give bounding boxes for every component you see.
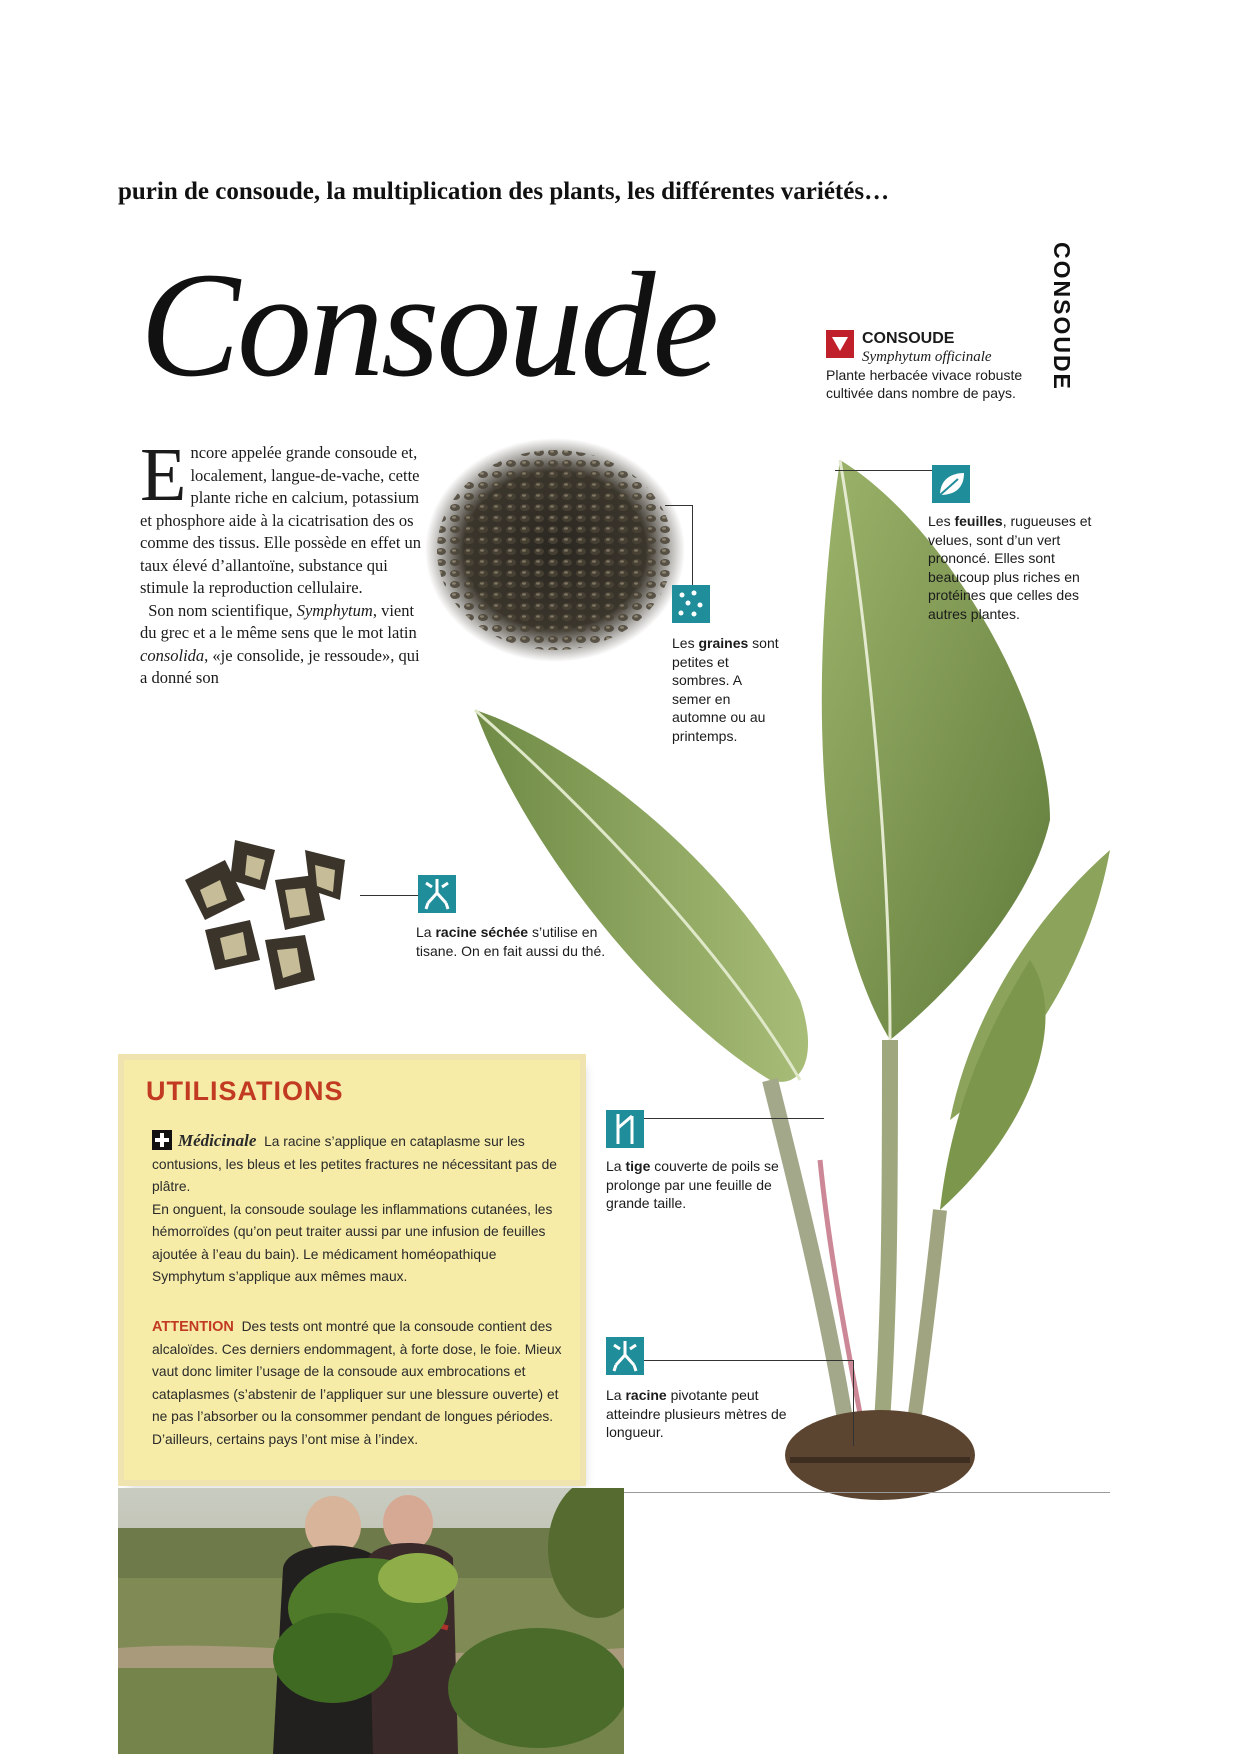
body-paragraph-2a: Son nom scientifique, bbox=[148, 600, 297, 620]
dried-root-callout-bold: racine séchée bbox=[435, 924, 529, 940]
medicinal-text: La racine s’applique en cataplasme sur les contusions, les bleus et les petites fractures ne nécessitant pas de plâtre. bbox=[152, 1134, 557, 1194]
medical-cross-icon bbox=[152, 1130, 172, 1150]
utilisations-title: UTILISATIONS bbox=[146, 1076, 344, 1106]
root-icon bbox=[418, 875, 456, 913]
stem-callout bbox=[606, 1157, 806, 1213]
plant-latin-name: Symphytum officinale bbox=[862, 349, 992, 365]
page-title: Consoude bbox=[140, 242, 716, 408]
attention-text: Des tests ont montré que la consoude contient des alcaloïdes. Ces derniers endommagent, à forte dose, le foie. Mieux vaut donc limiter l’usage de la consoude aux embrocations et cataplasmes (s’abstenir de l’appliquer sur une blessure ouverte) et ne pas l’absorber ou la consommer pendant de longues périodes. D’ailleurs, certains pays l’ont mise à l’index. bbox=[152, 1319, 562, 1447]
leaves-leader bbox=[835, 470, 932, 471]
root-callout-post: pivotante peut atteindre plusieurs mètres de longueur. bbox=[606, 1387, 787, 1440]
body-paragraph-1: ncore appelée grande consoude et, localement, langue-de-vache, cette plante riche en calcium, potassium et phosphore aide à la cicatrisation des os comme des tissus. Elle possède en effet un taux élevé d’allantoïne, substance qui stimule la reproduction cellulaire. bbox=[140, 443, 422, 597]
body-italic-symphytum: Symphytum bbox=[296, 600, 373, 620]
dried-root-callout bbox=[416, 923, 606, 960]
drop-cap: E bbox=[140, 433, 187, 517]
medicinal-label: Médicinale bbox=[178, 1131, 257, 1150]
root-leader-h bbox=[644, 1360, 854, 1361]
root-callout bbox=[606, 1386, 816, 1442]
stem-callout-pre: La bbox=[606, 1158, 626, 1174]
body-paragraph-2b: , vient du grec et a le même sens que le mot latin bbox=[140, 600, 417, 642]
leaves-callout-post: , rugueuses et velues, sont d’un vert prononcé. Elles sont beaucoup plus riches en protéines que celles des autres plantes. bbox=[928, 513, 1092, 622]
vertical-title bbox=[1030, 242, 1090, 422]
seeds-callout-post: sont petites et sombres. A semer en automne ou au printemps. bbox=[672, 635, 779, 744]
body-italic-consolida: consolida bbox=[140, 645, 205, 665]
seeds-callout-bold: graines bbox=[698, 635, 749, 651]
attention-label: ATTENTION bbox=[152, 1319, 234, 1335]
intro-line: purin de consoude, la multiplication des plants, les différentes variétés… bbox=[118, 178, 890, 205]
stem-icon bbox=[606, 1110, 644, 1148]
root-callout-bold: racine bbox=[625, 1387, 667, 1403]
attention-section bbox=[152, 1316, 564, 1451]
medicinal-section bbox=[152, 1130, 564, 1289]
seeds-callout-pre: Les bbox=[672, 635, 699, 651]
divider bbox=[588, 1492, 1110, 1493]
leaves-callout bbox=[928, 512, 1098, 623]
stem-callout-post: couverte de poils se prolonge par une feuille de grande taille. bbox=[606, 1158, 779, 1211]
stem-callout-bold: tige bbox=[625, 1158, 651, 1174]
utilisations-box bbox=[124, 1060, 580, 1480]
body-text bbox=[140, 433, 430, 690]
dried-root-leader bbox=[360, 895, 418, 896]
dried-root-callout-pre: La bbox=[416, 924, 436, 940]
stem-leader bbox=[644, 1118, 824, 1119]
root-callout-pre: La bbox=[606, 1387, 626, 1403]
garden-photo bbox=[118, 1488, 624, 1754]
leaves-callout-pre: Les bbox=[928, 513, 955, 529]
dried-root-callout-post: s’utilise en tisane. On en fait aussi du thé. bbox=[416, 924, 606, 959]
plant-id-card bbox=[826, 330, 1036, 402]
plant-description: Plante herbacée vivace robuste cultivée dans nombre de pays. bbox=[826, 367, 1023, 401]
leaf-icon bbox=[932, 465, 970, 503]
root-leader-v bbox=[853, 1360, 854, 1446]
red-triangle-icon bbox=[826, 330, 854, 358]
plant-name: CONSOUDE bbox=[862, 330, 955, 347]
leaves-callout-bold: feuilles bbox=[954, 513, 1003, 529]
medicinal-text-2: En onguent, la consoude soulage les inflammations cutanées, les hémorroïdes (qu’on peut traiter aussi par une infusion de feuilles ajoutée à l’eau du bain). Le médicament homéopathique Symphytum s’applique aux mêmes maux. bbox=[152, 1201, 553, 1284]
body-paragraph-2c: , «je consolide, je ressoude», qui a donné son bbox=[140, 645, 420, 687]
taproot-icon bbox=[606, 1337, 644, 1375]
dried-root-image bbox=[165, 820, 375, 1010]
vertical-title-text: CONSOUDE bbox=[1049, 242, 1075, 391]
